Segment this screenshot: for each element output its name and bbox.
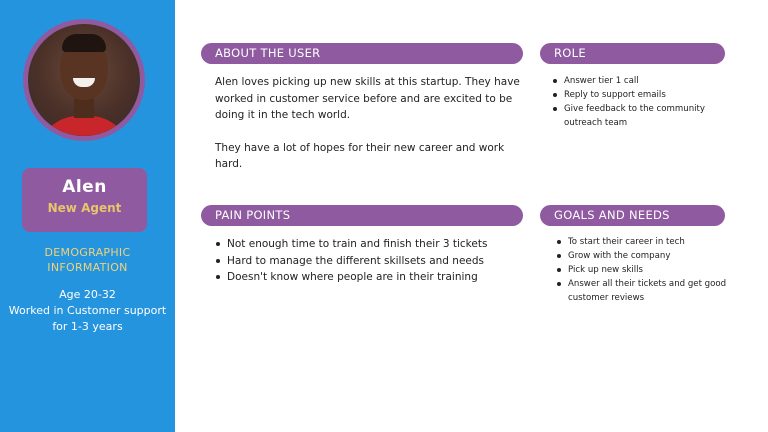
demographic-heading [0, 245, 175, 275]
demographic-heading-line2: INFORMATION [47, 261, 128, 274]
pain-point-item: Not enough time to train and finish their 3 tickets [215, 236, 520, 253]
goal-item: To start their career in tech [556, 235, 728, 249]
demographic-heading-line1: DEMOGRAPHIC [44, 246, 131, 259]
sidebar [0, 0, 175, 432]
role-heading: ROLE [540, 43, 725, 64]
avatar-hair [62, 34, 106, 52]
about-text [215, 74, 520, 173]
demographic-experience: Worked in Customer support [8, 304, 167, 317]
name-card [22, 168, 147, 232]
avatar-shirt [38, 116, 130, 141]
goals-heading: GOALS AND NEEDS [540, 205, 725, 226]
goal-item: Answer all their tickets and get good customer reviews [556, 277, 728, 305]
demographic-info [0, 287, 175, 335]
pain-points-heading: PAIN POINTS [201, 205, 523, 226]
demographic-age: Age 20-32 [59, 288, 116, 301]
goal-item: Pick up new skills [556, 263, 728, 277]
pain-points-list [215, 236, 520, 286]
pain-point-item: Doesn't know where people are in their training [215, 269, 520, 286]
role-list [552, 74, 732, 130]
role-item: Answer tier 1 call [552, 74, 732, 88]
goal-item: Grow with the company [556, 249, 728, 263]
demographic-duration: for 1-3 years [52, 320, 123, 333]
role-item: Give feedback to the community outreach team [552, 102, 732, 130]
persona-name: Alen [62, 177, 107, 197]
goals-list [556, 235, 728, 305]
avatar [23, 19, 145, 141]
role-item: Reply to support emails [552, 88, 732, 102]
about-heading: ABOUT THE USER [201, 43, 523, 64]
pain-point-item: Hard to manage the different skillsets and needs [215, 253, 520, 270]
persona-title: New Agent [47, 201, 122, 215]
about-paragraph-2: They have a lot of hopes for their new career and work hard. [215, 141, 505, 170]
about-paragraph-1: Alen loves picking up new skills at this startup. They have worked in customer service before and are excited to be doing it in the tech world. [215, 76, 520, 121]
